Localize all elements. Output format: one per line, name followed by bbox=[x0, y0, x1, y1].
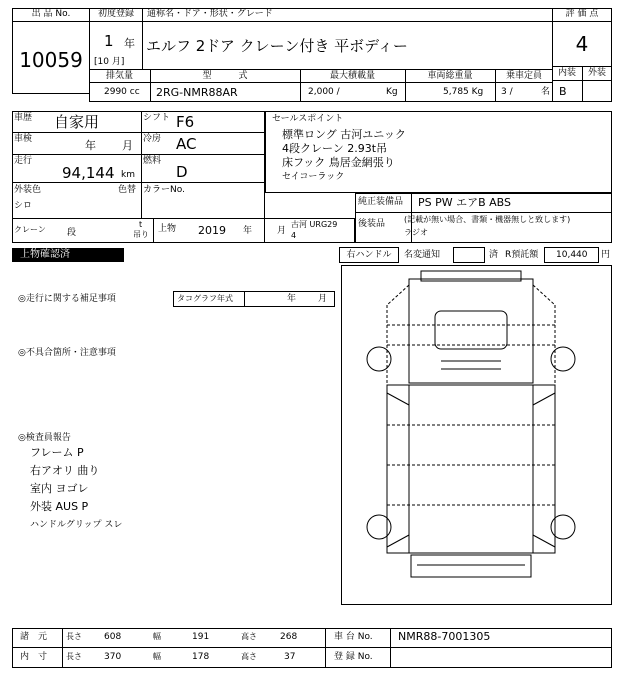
registration-label: 登 録 No. bbox=[334, 652, 373, 662]
interior-label: 内装 bbox=[557, 68, 576, 78]
capacity-unit: 名 bbox=[541, 87, 551, 97]
ac-label: 冷房 bbox=[143, 134, 162, 144]
score-value: 4 bbox=[575, 32, 589, 56]
recycle-label: R預託額 bbox=[505, 250, 539, 260]
score-label: 評 価 点 bbox=[565, 9, 599, 19]
top-body-year-unit: 年 bbox=[243, 226, 253, 236]
inner-height: 37 bbox=[284, 652, 296, 662]
driving-notes-label: ◎走行に関する補足事項 bbox=[18, 294, 116, 304]
history-value: 自家用 bbox=[54, 113, 100, 131]
aftermarket-label: 後装品 bbox=[358, 219, 386, 229]
max-load-label: 最大積載量 bbox=[329, 71, 375, 81]
outer-height-label: 高さ bbox=[241, 632, 257, 641]
right-hand-label: 右ハンドル bbox=[346, 250, 392, 260]
gross-weight-value: 5,785 Kg bbox=[443, 87, 484, 97]
fuel-value: D bbox=[176, 163, 188, 181]
lot-no-label: 出 品 No. bbox=[31, 9, 71, 19]
max-load-value: 2,000 / bbox=[308, 87, 340, 97]
outer-height: 268 bbox=[280, 632, 298, 642]
first-reg-year-unit: 年 bbox=[124, 37, 135, 50]
top-body-year: 2019 bbox=[198, 224, 226, 237]
defects-label: ◎不具合箇所・注意事項 bbox=[18, 348, 116, 358]
name-change-box bbox=[453, 247, 485, 263]
displacement-label: 排気量 bbox=[105, 71, 133, 81]
inner-dims-label: 内 寸 bbox=[20, 652, 48, 662]
sales-point-3: 床フック 鳥居金網張り bbox=[282, 156, 395, 169]
max-load-unit: Kg bbox=[386, 87, 398, 97]
outer-length-label: 長さ bbox=[66, 632, 82, 641]
inspector-item-3: 室内 ヨゴレ bbox=[30, 482, 89, 495]
inspector-item-4: 外装 AUS P bbox=[30, 500, 89, 513]
inspection-label: 車検 bbox=[14, 134, 33, 144]
aftermarket-note: (記載が無い場合、書類・機器無しと致します) bbox=[404, 215, 571, 224]
interior-grade: B bbox=[559, 85, 567, 98]
gross-weight-label: 車両総重量 bbox=[427, 71, 473, 81]
fuel-label: 燃料 bbox=[143, 156, 162, 166]
history-label: 車歴 bbox=[14, 113, 33, 123]
section-title-bar: 上物確認済 bbox=[12, 248, 124, 262]
first-reg-year: 1 bbox=[104, 32, 114, 50]
top-body-month-unit: 月 bbox=[277, 226, 287, 236]
aftermarket-value: ラジオ bbox=[404, 228, 428, 237]
displacement-value: 2990 cc bbox=[104, 87, 140, 97]
type-value: 2RG-NMR88AR bbox=[156, 86, 238, 99]
sales-point-2: 4段クレーン 2.93t吊 bbox=[282, 142, 388, 155]
inner-width-label: 幅 bbox=[153, 652, 161, 661]
inspector-item-5: ハンドルグリップ スレ bbox=[30, 520, 123, 530]
model-label: 通称名・ドア・形状・グレード bbox=[147, 9, 273, 19]
mileage-value: 94,144 bbox=[62, 164, 115, 182]
crane-label: クレーン bbox=[14, 225, 46, 234]
sales-point-1: 標準ロング 古河ユニック bbox=[282, 128, 406, 141]
model-name: エルフ 2ドア クレーン付き 平ボディー bbox=[146, 37, 408, 55]
equipment-label: 純正装備品 bbox=[358, 197, 404, 207]
color-value: シロ bbox=[14, 201, 33, 211]
truck-outline-diagram bbox=[341, 265, 612, 605]
outer-dims-label: 諸 元 bbox=[20, 632, 48, 642]
outer-width-label: 幅 bbox=[153, 632, 161, 641]
mileage-unit: km bbox=[121, 170, 135, 180]
chassis-no: NMR88-7001305 bbox=[398, 630, 491, 643]
ac-value: AC bbox=[176, 135, 197, 153]
first-reg-month: [10 月] bbox=[94, 57, 125, 67]
mileage-label: 走行 bbox=[14, 156, 33, 166]
color-change-label: 色替 bbox=[118, 185, 137, 195]
inspector-item-1: フレーム P bbox=[30, 446, 84, 459]
recycle-unit: 円 bbox=[601, 250, 611, 260]
exterior-label: 外装 bbox=[587, 68, 606, 78]
sales-point-4: セイコーラック bbox=[282, 172, 345, 182]
inner-width: 178 bbox=[192, 652, 210, 662]
type-label: 型 式 bbox=[202, 71, 248, 81]
capacity-label: 乗車定員 bbox=[505, 71, 542, 81]
top-body-maker: 古河 URG29 bbox=[291, 220, 338, 229]
sales-points-label: セールスポイント bbox=[272, 114, 344, 124]
shift-value: F6 bbox=[176, 113, 195, 131]
tacho-year-unit: 年 bbox=[287, 294, 297, 304]
recycle-prefix: 済 bbox=[489, 250, 499, 260]
first-reg-label: 初度登録 bbox=[97, 9, 134, 19]
inspector-label: ◎検査員報告 bbox=[18, 433, 71, 443]
crane-hoist-top: t bbox=[139, 220, 143, 229]
recycle-value: 10,440 bbox=[556, 250, 588, 260]
outer-width: 191 bbox=[192, 632, 210, 642]
inner-length-label: 長さ bbox=[66, 652, 82, 661]
inner-length: 370 bbox=[104, 652, 122, 662]
inspection-month: 月 bbox=[122, 139, 133, 152]
equipment-value: PS PW エアB ABS bbox=[418, 196, 512, 209]
inspection-year: 年 bbox=[85, 139, 96, 152]
shift-label: シフト bbox=[143, 113, 171, 123]
top-body-maker-sub: 4 bbox=[291, 231, 297, 240]
color-no-label: カラーNo. bbox=[143, 185, 185, 195]
dimensions-table bbox=[12, 628, 612, 668]
inner-height-label: 高さ bbox=[241, 652, 257, 661]
tacho-label: タコグラフ年式 bbox=[177, 294, 233, 303]
color-label: 外装色 bbox=[14, 185, 42, 195]
crane-stage: 段 bbox=[67, 228, 77, 238]
chassis-label: 車 台 No. bbox=[334, 632, 373, 642]
capacity-value: 3 / bbox=[501, 87, 513, 97]
lot-number: 10059 bbox=[19, 48, 83, 72]
tacho-month-unit: 月 bbox=[318, 294, 328, 304]
crane-hoist: 吊り bbox=[133, 230, 149, 239]
top-body-label: 上物 bbox=[158, 224, 177, 234]
inspector-item-2: 右アオリ 曲り bbox=[30, 464, 100, 477]
outer-length: 608 bbox=[104, 632, 122, 642]
name-change-label: 名変通知 bbox=[404, 250, 441, 260]
